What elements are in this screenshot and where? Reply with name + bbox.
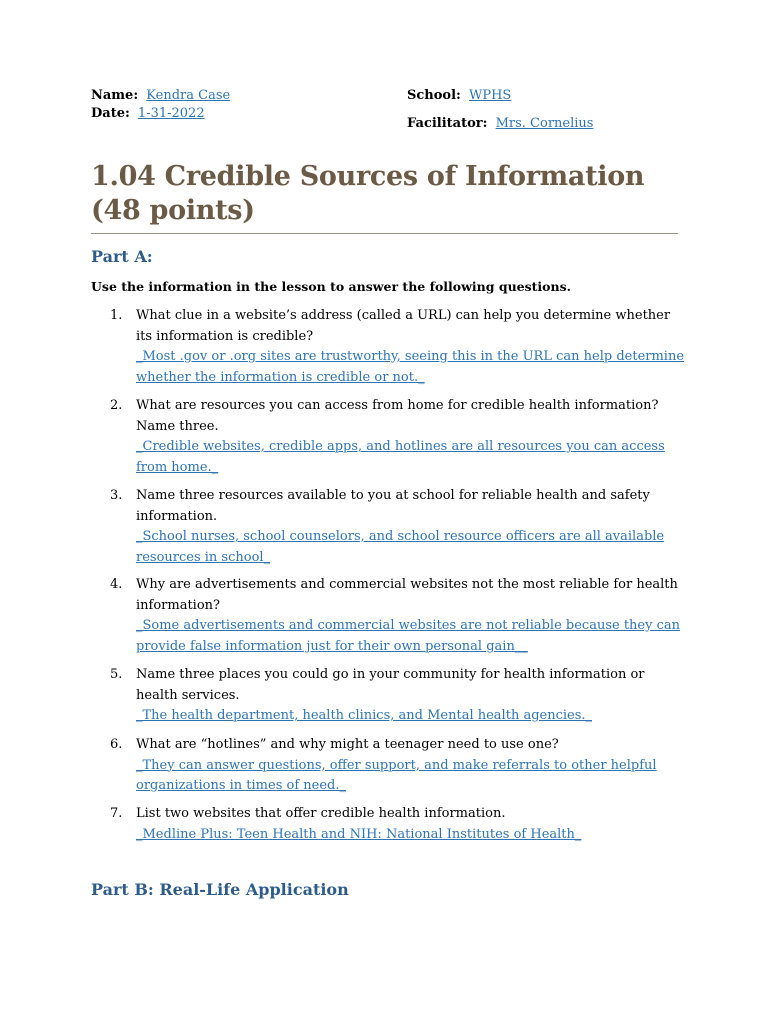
answer-text: _Some advertisements and commercial websites are not reliable because they can provide false information just for their own personal gain__ bbox=[136, 618, 681, 654]
question-body bbox=[136, 735, 686, 797]
answer-text: _Credible websites, credible apps, and hotlines are all resources you can access from home._ bbox=[136, 439, 665, 475]
facilitator-field bbox=[407, 115, 597, 133]
question-text: Name three places you could go in your community for health information or health services. bbox=[136, 667, 645, 703]
question-body bbox=[136, 665, 686, 727]
date-label: Date: bbox=[91, 106, 130, 121]
question-number: 2. bbox=[110, 398, 123, 413]
question-number: 1. bbox=[110, 308, 123, 323]
facilitator-label: Facilitator: bbox=[407, 116, 488, 131]
answer-text: _School nurses, school counselors, and school resource officers are all available resources in school_ bbox=[136, 529, 665, 565]
name-field bbox=[91, 87, 234, 105]
question-body bbox=[136, 486, 686, 568]
school-label: School: bbox=[407, 88, 461, 103]
question-body bbox=[136, 306, 686, 388]
school-field bbox=[407, 87, 515, 105]
question-text: Why are advertisements and commercial websites not the most reliable for health information? bbox=[136, 577, 678, 613]
answer-text: _They can answer questions, offer support, and make referrals to other helpful organizations in times of need._ bbox=[136, 757, 657, 793]
name-value: Kendra Case bbox=[146, 88, 231, 103]
part-a-heading: Part A: bbox=[91, 247, 153, 266]
date-field bbox=[91, 105, 209, 123]
question-text: Name three resources available to you at school for reliable health and safety information. bbox=[136, 488, 650, 524]
question-body bbox=[136, 804, 686, 845]
question-number: 7. bbox=[110, 806, 123, 821]
answer-text: _Medline Plus: Teen Health and NIH: National Institutes of Health_ bbox=[136, 826, 582, 842]
question-number: 5. bbox=[110, 667, 123, 682]
question-text: What clue in a website’s address (called a URL) can help you determine whether its information is credible? bbox=[136, 308, 671, 344]
name-label: Name: bbox=[91, 88, 139, 103]
question-number: 4. bbox=[110, 577, 123, 592]
school-value: WPHS bbox=[468, 88, 512, 103]
part-b-heading: Part B: Real-Life Application bbox=[91, 880, 349, 899]
question-number: 6. bbox=[110, 737, 123, 752]
facilitator-value: Mrs. Cornelius bbox=[495, 116, 594, 131]
answer-text: _The health department, health clinics, and Mental health agencies._ bbox=[136, 708, 593, 723]
question-text: What are “hotlines” and why might a teenager need to use one? bbox=[136, 737, 559, 752]
question-body bbox=[136, 396, 686, 478]
part-a-instructions: Use the information in the lesson to answer the following questions. bbox=[91, 279, 571, 294]
question-number: 3. bbox=[110, 488, 123, 503]
page-title: 1.04 Credible Sources of Information (48 points) bbox=[91, 161, 645, 226]
question-text: List two websites that offer credible health information. bbox=[136, 806, 506, 821]
date-value: 1-31-2022 bbox=[137, 106, 205, 121]
title-divider bbox=[91, 233, 678, 234]
question-body bbox=[136, 575, 686, 657]
answer-text: _Most .gov or .org sites are trustworthy, seeing this in the URL can help determine whether the information is credible or not._ bbox=[136, 349, 685, 385]
question-text: What are resources you can access from home for credible health information? Name three. bbox=[136, 398, 659, 434]
